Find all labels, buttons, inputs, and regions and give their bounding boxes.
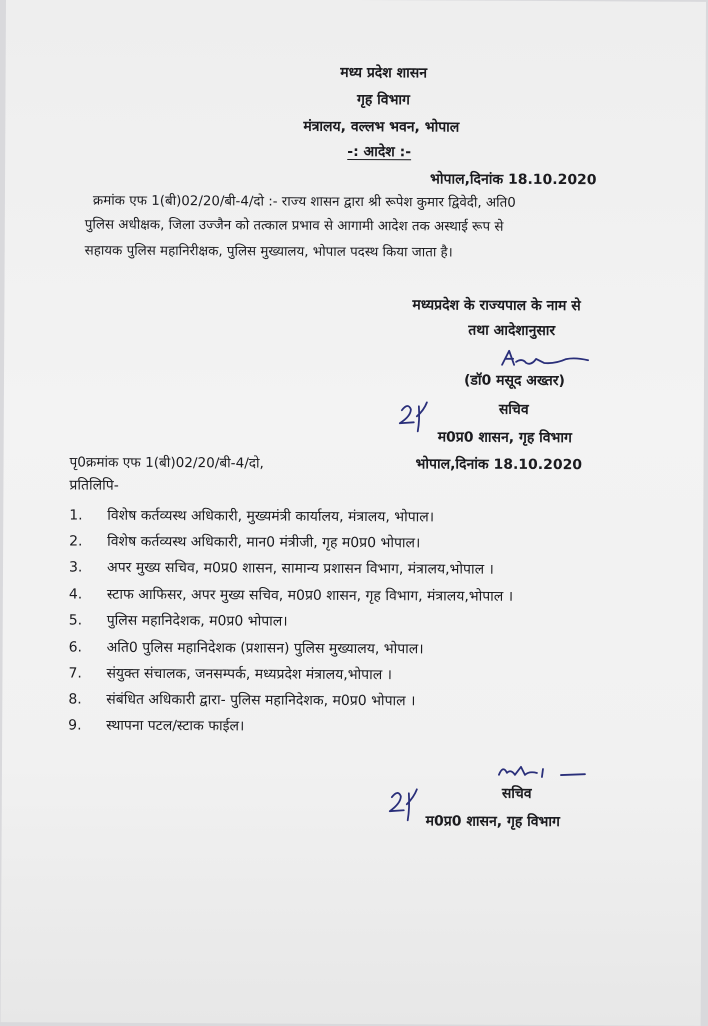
order-date: भोपाल,दिनांक 18.10.2020 <box>430 171 597 189</box>
list-item-text: विशेष कर्तव्यस्थ अधिकारी, मान0 मंत्रीजी, गृह म0प्र0 भोपाल। <box>107 533 421 552</box>
authority-line-2: तथा आदेशानुसार <box>468 322 556 340</box>
list-item-text: संयुक्त संचालक, जनसम्पर्क, मध्यप्रदेश मंत्रालय,भोपाल । <box>106 665 393 684</box>
government-name: मध्य प्रदेश शासन <box>340 64 428 82</box>
initials-mark <box>396 398 432 436</box>
order-body-line-3: सहायक पुलिस महानिरीक्षक, पुलिस मुख्यालय, भोपाल पदस्थ किया जाता है। <box>84 243 453 261</box>
footer-signature <box>495 761 591 784</box>
list-item-text: अति0 पुलिस महानिदेशक (प्रशासन) पुलिस मुख्यालय, भोपाल। <box>106 639 424 658</box>
list-item-text: स्टाफ आफिसर, अपर मुख्य सचिव, म0प्र0 शासन, गृह विभाग, मंत्रालय,भोपाल । <box>106 586 514 605</box>
list-item-number: 4. <box>68 586 83 603</box>
office-address: मंत्रालय, वल्लभ भवन, भोपाल <box>303 118 460 136</box>
list-item-number: 9. <box>68 717 82 734</box>
list-item-number: 2. <box>69 533 83 550</box>
authority-line-1: मध्यप्रदेश के राज्यपाल के नाम से <box>412 297 581 315</box>
order-heading: -: आदेश :- <box>347 143 412 161</box>
endorsement-number: पृ0क्रमांक एफ 1(बी)02/20/बी-4/दो, <box>69 454 264 472</box>
list-item-text: संबंधित अधिकारी द्वारा- पुलिस महानिदेशक, म0प्र0 भोपाल । <box>106 691 416 710</box>
list-item <box>3 638 703 662</box>
list-item <box>2 716 702 740</box>
list-item <box>3 532 703 556</box>
department-name: गृह विभाग <box>356 92 410 109</box>
footer-department: म0प्र0 शासन, गृह विभाग <box>425 813 560 831</box>
list-item-number: 5. <box>68 612 83 629</box>
secretary-signature <box>500 347 600 374</box>
list-item <box>3 585 703 609</box>
list-item-text: विशेष कर्तव्यस्थ अधिकारी, मुख्यमंत्री कार्यालय, मंत्रालय, भोपाल। <box>107 507 435 526</box>
footer-initials-mark <box>386 784 422 824</box>
order-body-line-2: पुलिस अधीक्षक, जिला उज्जैन को तत्काल प्रभाव से आगामी आदेश तक अस्थाई रूप से <box>84 217 504 235</box>
list-item <box>3 611 703 635</box>
signatory-designation: सचिव <box>498 401 529 418</box>
list-item-number: 7. <box>68 665 82 682</box>
list-item <box>2 690 702 714</box>
endorsement-date: भोपाल,दिनांक 18.10.2020 <box>415 456 583 474</box>
footer-designation: सचिव <box>501 785 532 802</box>
list-item-number: 1. <box>69 507 83 524</box>
list-item <box>3 506 703 530</box>
list-item-number: 8. <box>68 691 82 708</box>
list-item-number: 3. <box>68 559 83 576</box>
list-item <box>3 558 703 582</box>
list-item-number: 6. <box>68 639 83 656</box>
list-item-text: स्थापना पटल/स्टाक फाईल। <box>106 717 245 735</box>
signatory-name: (डॉ0 मसूद अख्तर) <box>463 372 565 390</box>
copy-label: प्रतिलिपि- <box>69 477 119 494</box>
signatory-department: म0प्र0 शासन, गृह विभाग <box>437 429 572 447</box>
order-body-line-1: क्रमांक एफ 1(बी)02/20/बी-4/दो :- राज्य शासन द्वारा श्री रूपेश कुमार द्विवेदी, अति0 <box>92 193 516 211</box>
list-item <box>2 664 702 688</box>
document-page <box>1 0 706 1026</box>
list-item-text: पुलिस महानिदेशक, म0प्र0 भोपाल। <box>106 612 288 630</box>
list-item-text: अपर मुख्य सचिव, म0प्र0 शासन, सामान्य प्रशासन विभाग, मंत्रालय,भोपाल । <box>106 559 494 578</box>
